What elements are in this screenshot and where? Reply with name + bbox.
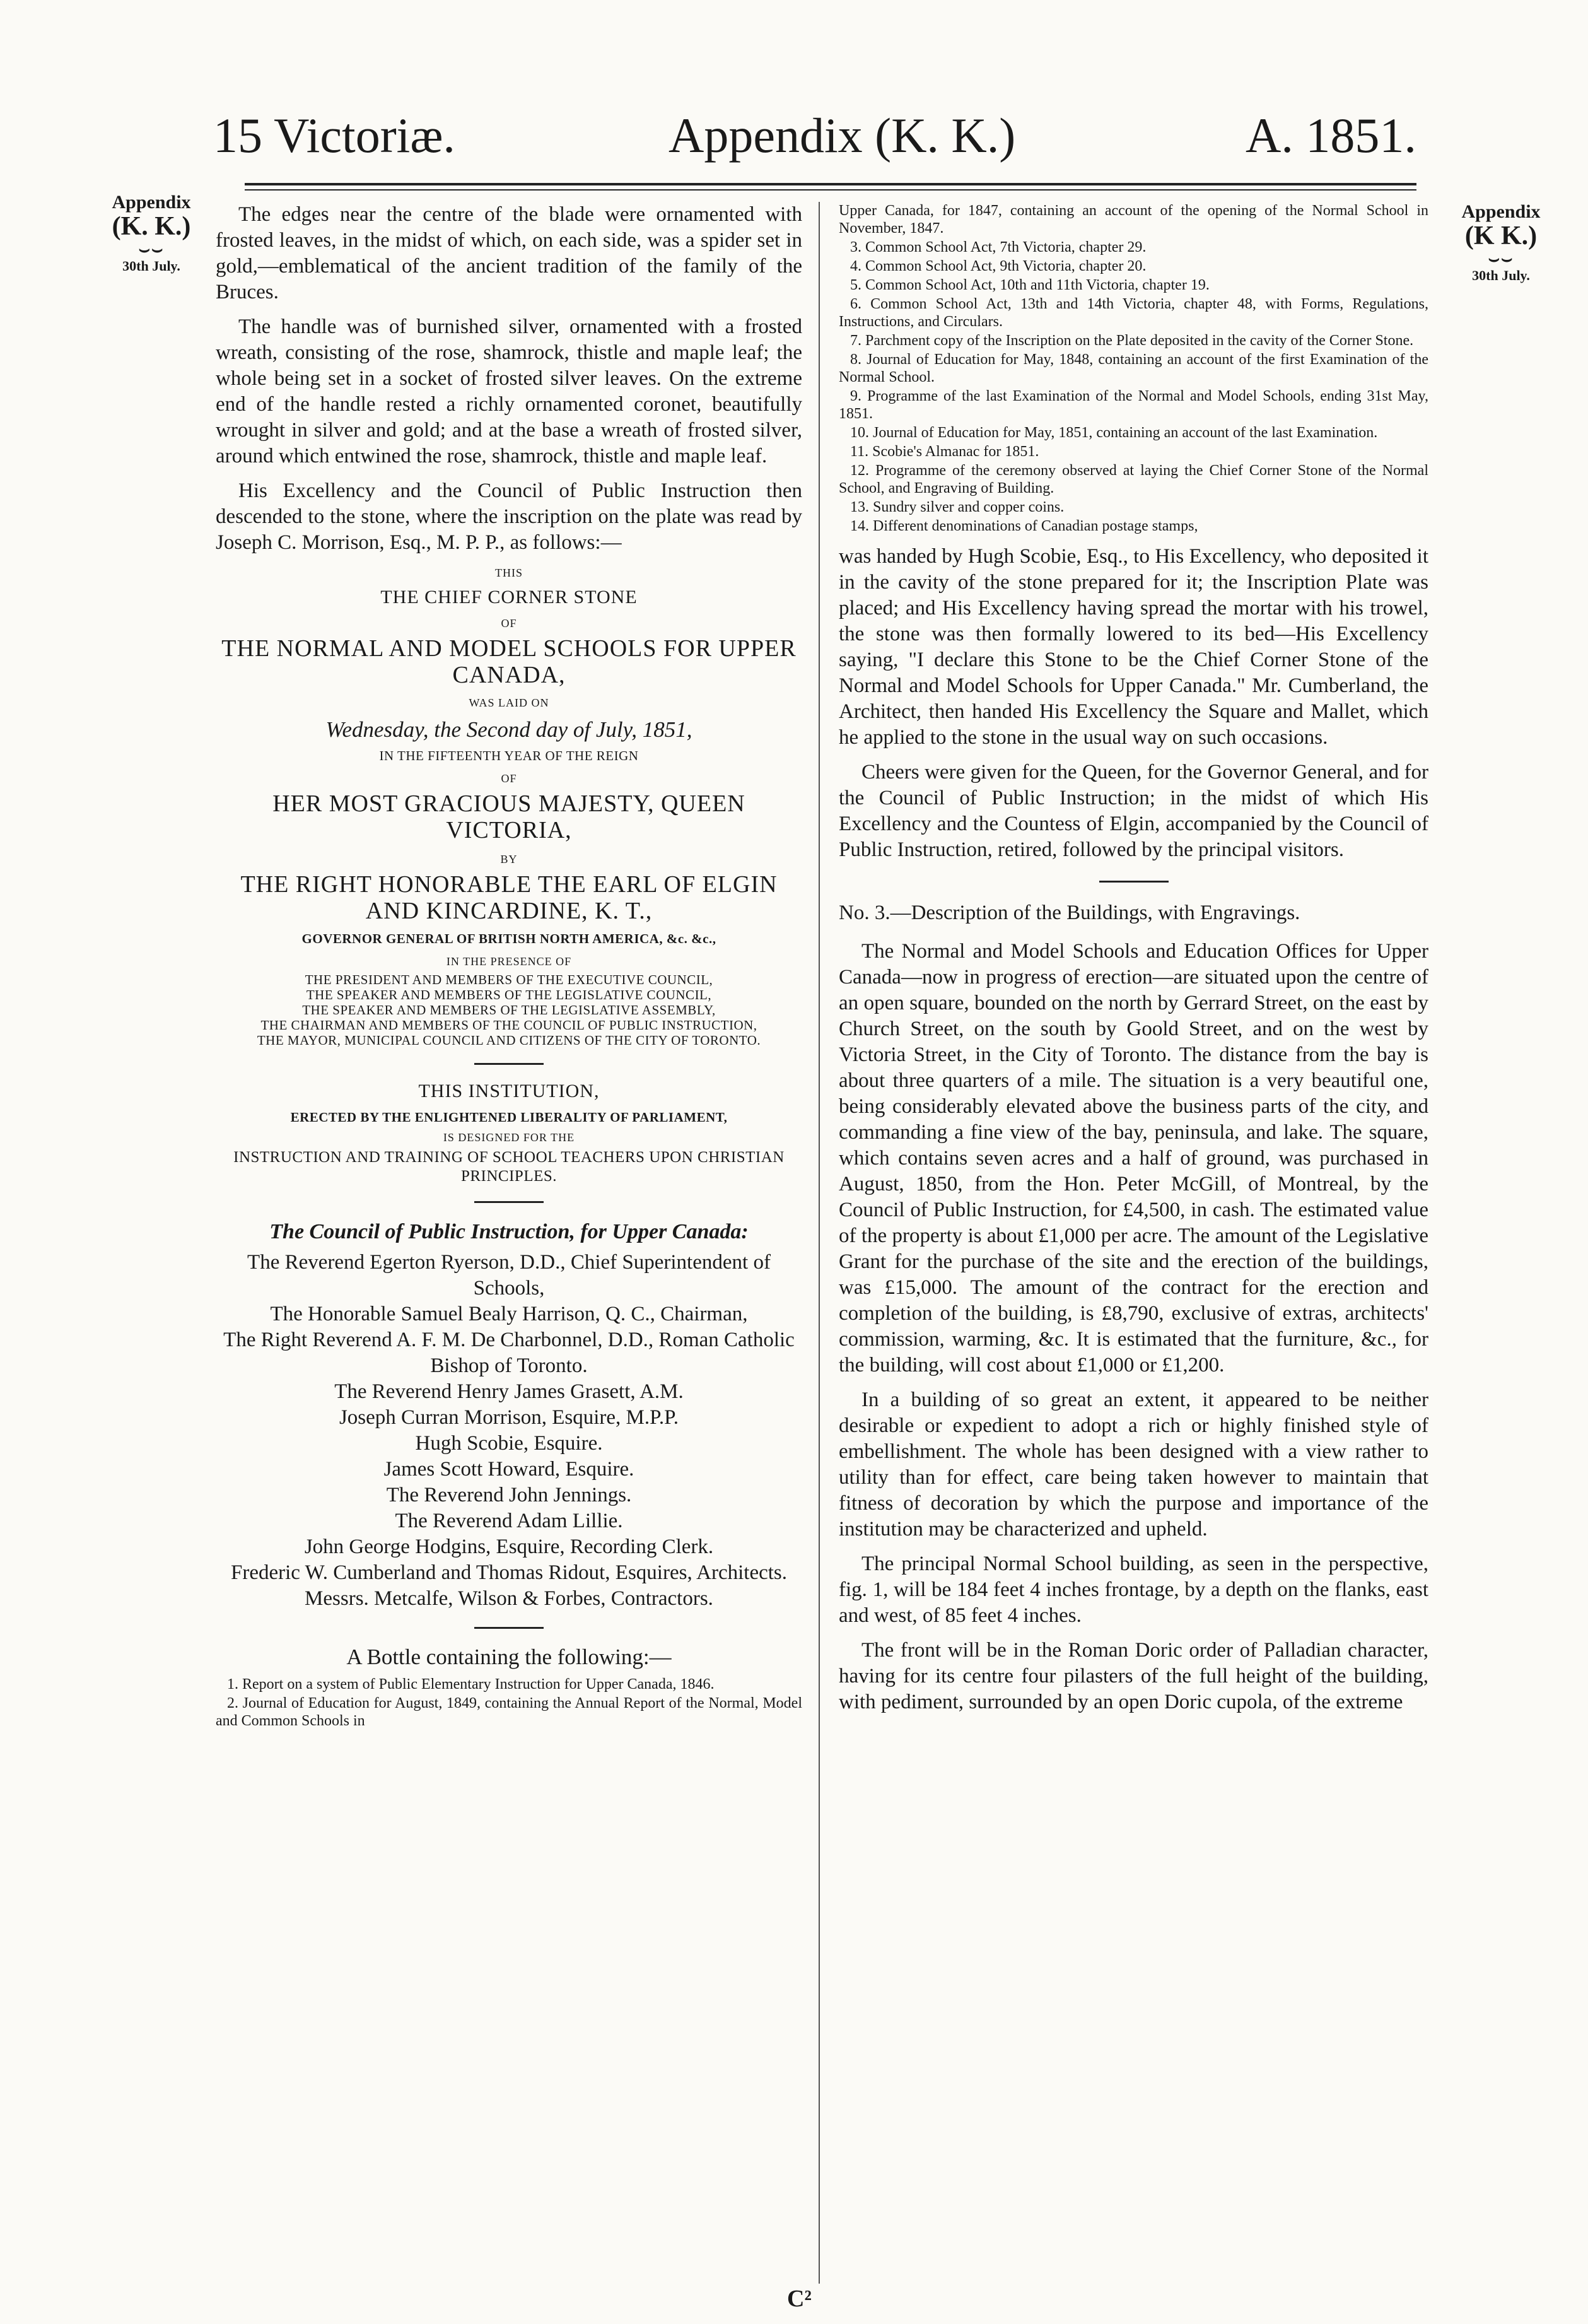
list-item: 2. Journal of Education for August, 1849, containing the Annual Report of the Normal, Model and Common Schools in — [216, 1695, 802, 1729]
inscription-presence-line: THE SPEAKER AND MEMBERS OF THE LEGISLATIVE COUNCIL, — [306, 987, 712, 1002]
inscription-line: THIS INSTITUTION, — [418, 1081, 600, 1101]
header-year: A. 1851. — [1246, 108, 1416, 163]
inscription-line: IS DESIGNED FOR THE — [443, 1131, 575, 1144]
margin-note-left — [95, 192, 208, 273]
paragraph: The front will be in the Roman Doric order of Palladian character, having for its centre four pilasters of the full height of the building, with pediment, surrounded by an open Doric cupola, of the extreme — [839, 1639, 1428, 1713]
header-rule — [245, 183, 1416, 185]
paragraph: In a building of so great an extent, it appeared to be neither desirable or expedient to adopt a rich or highly finished style of embellishment. The whole has been designed with a view rather to utility than for effect, care being taken however to maintain that fitness of decoration by which the purpose and importance of the institution may be characterized and upheld. — [839, 1388, 1428, 1541]
council-member: The Honorable Samuel Bealy Harrison, Q. C., Chairman, — [270, 1303, 748, 1325]
council-member: John George Hodgins, Esquire, Recording Clerk. — [304, 1535, 714, 1558]
inscription-line: IN THE FIFTEENTH YEAR OF THE REIGN — [379, 748, 639, 763]
column-divider — [819, 202, 820, 2284]
council-heading: The Council of Public Instruction, for Upper Canada: — [269, 1220, 749, 1243]
council-member: The Reverend Egerton Ryerson, D.D., Chief Superintendent of Schools, — [247, 1251, 771, 1300]
inscription-presence-line: THE SPEAKER AND MEMBERS OF THE LEGISLATIVE ASSEMBLY, — [302, 1002, 716, 1018]
signature-mark: C² — [787, 2286, 812, 2312]
inscription-line: HER MOST GRACIOUS MAJESTY, QUEEN VICTORIA, — [272, 790, 745, 843]
list-item: 12. Programme of the ceremony observed at laying the Chief Corner Stone of the Normal School, and Engraving of Building. — [839, 462, 1428, 496]
margin-date: 30th July. — [122, 257, 180, 274]
section-divider — [474, 1201, 544, 1203]
margin-date: 30th July. — [1472, 267, 1530, 283]
inscription-line: BY — [500, 853, 518, 866]
margin-appendix-label: Appendix — [112, 192, 191, 213]
list-item: 1. Report on a system of Public Elementary Instruction for Upper Canada, 1846. — [227, 1676, 715, 1693]
paragraph: was handed by Hugh Scobie, Esq., to His Excellency, who deposited it in the cavity of the stone prepared for it; the Inscription Plate was placed; and His Excellency having spread the mortar with his trowel, the stone was then formally lowered to its bed—His Excellency saying, "I declare this Stone to be the Chief Corner Stone of the Normal and Model Schools for Upper Canada." Mr. Cumberland, the Architect, then handed His Excellency the Square and Mallet, which he applied to the stone in the usual way on such occasions. — [839, 545, 1428, 749]
inscription-line: THIS — [495, 566, 523, 579]
council-member: Hugh Scobie, Esquire. — [415, 1432, 603, 1455]
inscription-line: IN THE PRESENCE OF — [446, 955, 572, 968]
list-item: Upper Canada, for 1847, containing an account of the opening of the Normal School in November, 1847. — [839, 202, 1428, 237]
bottle-heading: A Bottle containing the following:— — [346, 1645, 672, 1669]
inscription-line: THE NORMAL AND MODEL SCHOOLS FOR UPPER CANADA, — [221, 635, 797, 688]
margin-kk-label: (K. K.) — [112, 211, 191, 241]
council-member: Messrs. Metcalfe, Wilson & Forbes, Contractors. — [305, 1587, 713, 1610]
council-member: The Reverend Adam Lillie. — [395, 1510, 623, 1532]
paragraph: The Normal and Model Schools and Education Offices for Upper Canada—now in progress of erection—are situated upon the centre of an open square, bounded on the north by Gerrard Street, on the east by Church Street, on the south by Goold Street, and on the west by Victoria Street, in the City of Toronto. The distance from the bay is about three quarters of a mile. The situation is a very beautiful one, being considerably elevated above the business parts of the city, and commanding a fine view of the bay, peninsula, and lake. The square, which contains seven acres and a half of ground, was purchased in August, 1850, from the Hon. Peter McGill, of Montreal, by the Council of Public Instruction, for £4,500, in cash. The estimated value of the property is about £1,000 per acre. The amount of the Legislative Grant for the purchase of the site and the erection of the buildings, was £15,000. The amount of the contract for the erection and completion of the building, is £8,790, exclusive of extras, architects' commission, warming, &c. It is estimated that the furniture, &c., for the building, will cost about £1,000 or £1,200. — [839, 940, 1428, 1376]
list-item: 7. Parchment copy of the Inscription on the Plate deposited in the cavity of the Corner Stone. — [850, 332, 1414, 349]
margin-appendix-label: Appendix — [1461, 201, 1541, 222]
inscription-line: ERECTED BY THE ENLIGHTENED LIBERALITY OF PARLIAMENT, — [290, 1110, 728, 1125]
list-item: 6. Common School Act, 13th and 14th Victoria, chapter 48, with Forms, Regulations, Instructions, and Circulars. — [839, 296, 1428, 330]
header-rule-thin — [245, 189, 1416, 191]
inscription-line: WAS LAID ON — [469, 696, 549, 709]
council-list — [216, 1250, 802, 1612]
council-member: The Reverend John Jennings. — [386, 1484, 632, 1506]
inscription-line: THE CHIEF CORNER STONE — [380, 587, 638, 607]
inscription-presence-line: THE CHAIRMAN AND MEMBERS OF THE COUNCIL OF PUBLIC INSTRUCTION, — [260, 1018, 757, 1033]
section-divider — [1099, 881, 1169, 883]
list-item: 5. Common School Act, 10th and 11th Victoria, chapter 19. — [850, 277, 1210, 293]
inscription-presence-line: THE MAYOR, MUNICIPAL COUNCIL AND CITIZENS OF THE CITY OF TORONTO. — [257, 1033, 761, 1048]
list-item: 8. Journal of Education for May, 1848, containing an account of the first Examination of the Normal School. — [839, 351, 1428, 385]
council-member: James Scott Howard, Esquire. — [383, 1458, 634, 1481]
bottle-list — [216, 1676, 802, 1730]
inscription-line: INSTRUCTION AND TRAINING OF SCHOOL TEACHERS UPON CHRISTIAN PRINCIPLES. — [233, 1149, 785, 1185]
section-heading: No. 3.—Description of the Buildings, with Engravings. — [839, 901, 1300, 924]
council-member: Joseph Curran Morrison, Esquire, M.P.P. — [339, 1406, 679, 1429]
paragraph: The edges near the centre of the blade were ornamented with frosted leaves, in the midst of which, on each side, was a spider set in gold,—emblematical of the ancient tradition of the family of the Bruces. — [216, 203, 802, 303]
paragraph: The handle was of burnished silver, ornamented with a frosted wreath, consisting of the rose, shamrock, thistle and maple leaf; the whole being set in a socket of frosted silver leaves. On the extreme end of the handle rested a richly ornamented coronet, beautifully wrought in silver and gold; and at the base a wreath of frosted silver, around which entwined the rose, shamrock, thistle and maple leaf. — [216, 315, 802, 467]
list-item: 10. Journal of Education for May, 1851, containing an account of the last Examination. — [850, 425, 1378, 441]
paragraph: The principal Normal School building, as seen in the perspective, fig. 1, will be 184 feet 4 inches frontage, by a depth on the flanks, east and west, of 85 feet 4 inches. — [839, 1552, 1428, 1627]
list-item: 4. Common School Act, 9th Victoria, chapter 20. — [850, 258, 1147, 274]
council-member: The Reverend Henry James Grasett, A.M. — [334, 1380, 684, 1403]
list-item: 3. Common School Act, 7th Victoria, chapter 29. — [850, 239, 1147, 255]
bottle-list-continued — [839, 202, 1428, 535]
margin-brace-icon: ⌣⌣ — [138, 239, 165, 259]
inscription — [216, 565, 802, 1203]
inscription-date: Wednesday, the Second day of July, 1851, — [325, 717, 692, 742]
inscription-presence-line: THE PRESIDENT AND MEMBERS OF THE EXECUTIVE COUNCIL, — [305, 972, 713, 987]
inscription-line: THE RIGHT HONORABLE THE EARL OF ELGIN AND KINCARDINE, K. T., — [240, 871, 778, 924]
council-member: The Right Reverend A. F. M. De Charbonnel, D.D., Roman Catholic Bishop of Toronto. — [223, 1329, 795, 1377]
left-column — [216, 202, 802, 1731]
list-item: 13. Sundry silver and copper coins. — [850, 499, 1065, 515]
paragraph: His Excellency and the Council of Public Instruction then descended to the stone, where the inscription on the plate was read by Joseph C. Morrison, Esq., M. P. P., as follows:— — [216, 479, 802, 554]
paragraph: Cheers were given for the Queen, for the Governor General, and for the Council of Public Instruction; in the midst of which His Excellency and the Countess of Elgin, accompanied by the Council of Public Instruction, retired, followed by the principal visitors. — [839, 761, 1428, 861]
margin-kk-label: (K K.) — [1464, 221, 1538, 250]
list-item: 14. Different denominations of Canadian postage stamps, — [850, 518, 1198, 534]
header-appendix-title: Appendix (K. K.) — [668, 108, 1016, 163]
section-divider — [474, 1627, 544, 1629]
list-item: 11. Scobie's Almanac for 1851. — [850, 443, 1039, 460]
section-divider — [474, 1063, 544, 1065]
margin-brace-icon: ⌣⌣ — [1488, 249, 1514, 269]
list-item: 9. Programme of the last Examination of the Normal and Model Schools, ending 31st May, 1851. — [839, 388, 1428, 422]
council-member: Frederic W. Cumberland and Thomas Ridout, Esquires, Architects. — [231, 1561, 787, 1584]
inscription-line: OF — [501, 617, 517, 630]
inscription-line: GOVERNOR GENERAL OF BRITISH NORTH AMERICA, &c. &c., — [301, 931, 716, 946]
margin-note-right — [1444, 202, 1558, 283]
header-session: 15 Victoriæ. — [213, 108, 455, 163]
right-column — [839, 202, 1428, 1724]
inscription-line: OF — [501, 772, 517, 785]
